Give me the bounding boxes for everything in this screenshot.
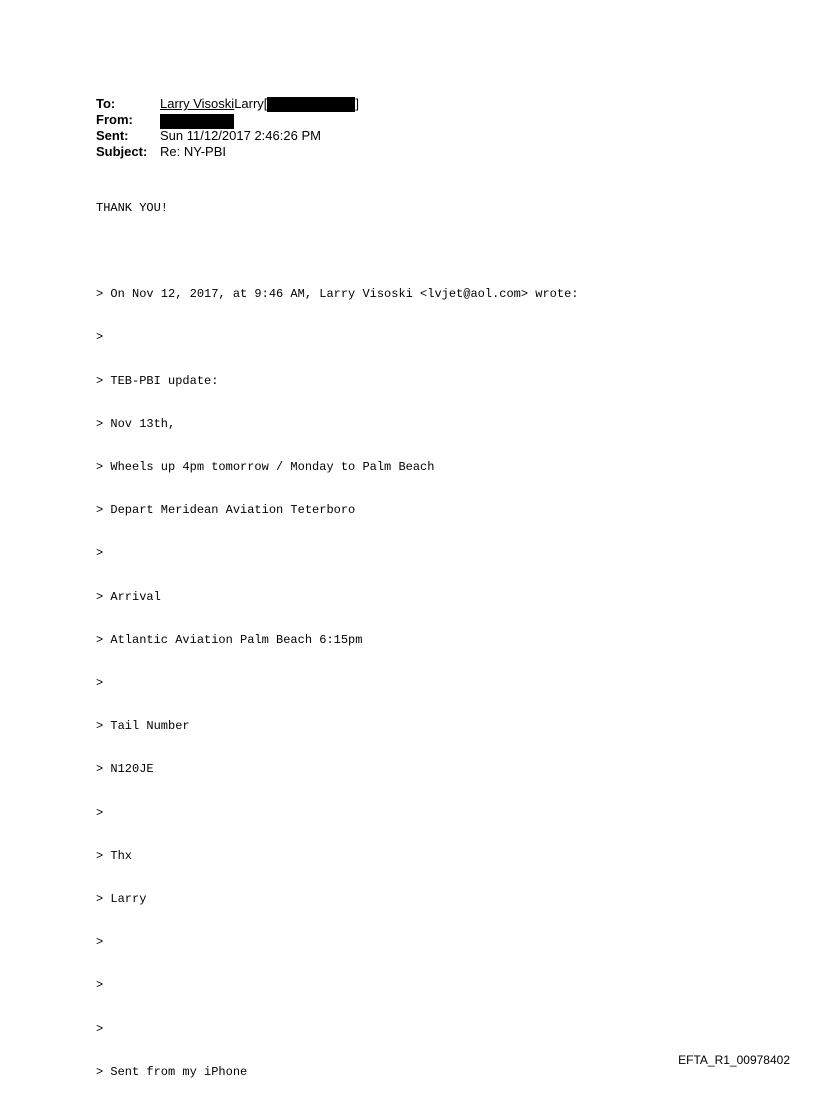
from-row (96, 112, 359, 128)
quoted-line: > (96, 676, 104, 691)
email-body (96, 172, 578, 1094)
quoted-line: > (96, 978, 104, 993)
quoted-line: > Larry (96, 892, 147, 907)
quoted-line: > Thx (96, 848, 133, 863)
sent-row (96, 128, 359, 144)
subject-row (96, 144, 359, 160)
quoted-line: > Wheels up 4pm tomorrow / Monday to Palm Beach (96, 460, 435, 475)
document-id: EFTA_R1_00978402 (678, 1053, 790, 1067)
to-bracket-close: ] (355, 96, 360, 111)
quoted-line: > (96, 546, 104, 561)
to-value (160, 96, 359, 112)
quoted-line: > Atlantic Aviation Palm Beach 6:15pm (96, 632, 363, 647)
subject-label: Subject: (96, 144, 148, 159)
from-value (160, 112, 234, 129)
sent-label: Sent: (96, 128, 129, 143)
from-label: From: (96, 112, 133, 127)
quoted-line: > (96, 805, 104, 820)
quoted-line: > Depart Meridean Aviation Teterboro (96, 503, 356, 518)
quoted-line: > Nov 13th, (96, 416, 176, 431)
sent-value: Sun 11/12/2017 2:46:26 PM (160, 128, 321, 143)
quoted-line: > Sent from my iPhone (96, 1064, 248, 1079)
quoted-line: > TEB-PBI update: (96, 373, 219, 388)
quoted-line: > (96, 1021, 104, 1036)
to-name[interactable]: Larry Visoski (160, 96, 235, 111)
quoted-line: > Arrival (96, 589, 161, 604)
email-header (96, 96, 359, 160)
to-row (96, 96, 359, 112)
subject-value: Re: NY-PBI (160, 144, 226, 159)
quoted-line[interactable]: > On Nov 12, 2017, at 9:46 AM, Larry Visoski <lvjet@aol.com> wrote: (96, 287, 579, 302)
to-name-rest: Larry[ (234, 96, 268, 111)
quoted-line: > (96, 935, 104, 950)
quoted-line: > Tail Number (96, 719, 190, 734)
blank-line (96, 244, 578, 258)
redaction-box (160, 114, 234, 129)
reply-text: THANK YOU! (96, 200, 169, 215)
quoted-line: > (96, 330, 104, 345)
quoted-line: > N120JE (96, 762, 154, 777)
to-label: To: (96, 96, 116, 111)
redaction-box (267, 97, 355, 112)
